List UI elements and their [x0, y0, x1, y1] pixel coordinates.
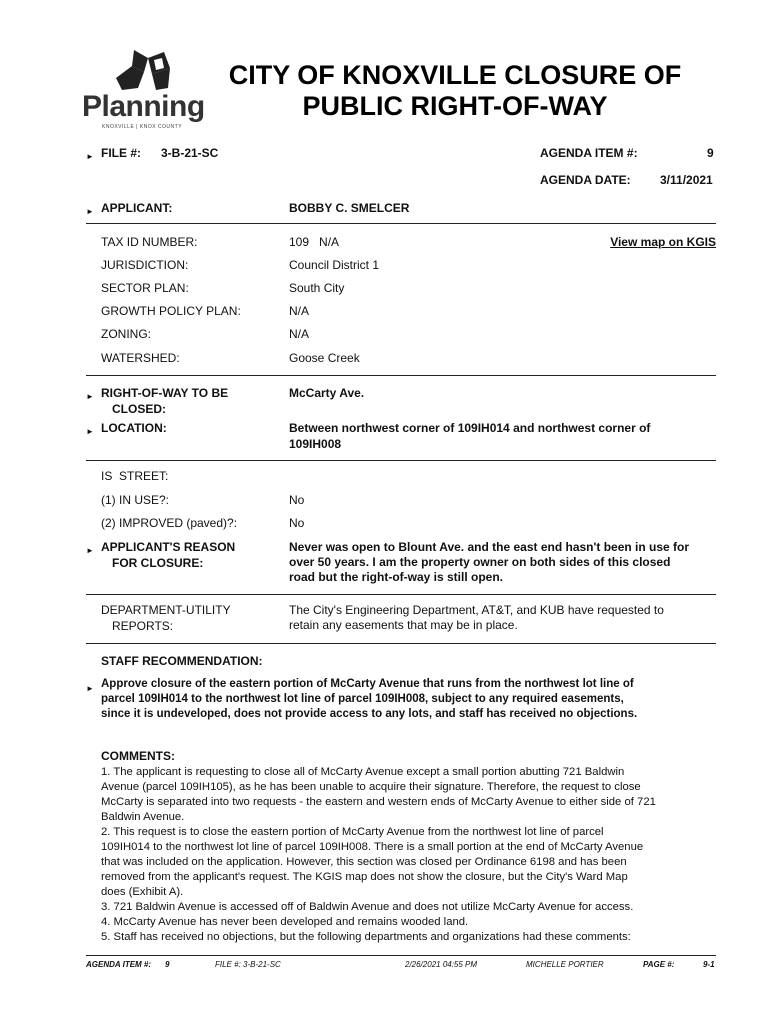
- divider: [86, 223, 716, 224]
- bullet-arrow-icon: ►: [86, 207, 94, 216]
- footer-file: FILE #: 3-B-21-SC: [215, 960, 281, 969]
- comment-line: Avenue (parcel 109IH105), as he has been unable to acquire their signature. Therefore, the request to close: [101, 781, 641, 793]
- comments-heading: COMMENTS:: [101, 749, 175, 763]
- divider: [86, 375, 716, 376]
- comment-line: removed from the applicant's request. The KGIS map does not show the closure, but the City's Ward Map: [101, 871, 628, 883]
- agenda-date-value: 3/11/2021: [660, 173, 713, 187]
- staff-heading: STAFF RECOMMENDATION:: [101, 654, 263, 668]
- sector-plan-label: SECTOR PLAN:: [101, 281, 189, 295]
- file-label: FILE #:: [101, 146, 142, 160]
- bullet-arrow-icon: ►: [86, 392, 94, 401]
- comment-line: that was included on the application. However, this section was closed per Ordinance 6198 and has been: [101, 856, 627, 868]
- comment-line: 5. Staff has received no objections, but the following departments and organizations had these comments:: [101, 931, 631, 943]
- location-label: LOCATION:: [101, 421, 167, 435]
- applicant-value: BOBBY C. SMELCER: [289, 201, 410, 215]
- title-line-2: PUBLIC RIGHT-OF-WAY: [302, 91, 608, 121]
- planning-logo: [82, 48, 205, 132]
- footer-author: MICHELLE PORTIER: [526, 960, 604, 969]
- sector-plan-value: South City: [289, 281, 345, 295]
- comment-line: McCarty is separated into two requests - the eastern and western ends of McCarty Avenue to either side of 721: [101, 796, 656, 808]
- location-line-2: 109IH008: [289, 437, 342, 451]
- watershed-label: WATERSHED:: [101, 351, 180, 365]
- location-line-1: Between northwest corner of 109IH014 and northwest corner of: [289, 421, 651, 435]
- footer-page-value: 9-1: [703, 960, 715, 969]
- footer-divider: [86, 955, 716, 956]
- comments-body: [101, 765, 716, 945]
- jurisdiction-label: JURISDICTION:: [101, 258, 189, 272]
- dept-label-line-2: REPORTS:: [112, 619, 174, 633]
- zoning-label: ZONING:: [101, 327, 151, 341]
- is-street-label: IS STREET:: [101, 469, 169, 483]
- bullet-arrow-icon: ►: [86, 152, 94, 161]
- page-title: [195, 60, 715, 122]
- row-label-line-2: CLOSED:: [112, 402, 166, 416]
- dept-line-1: The City's Engineering Department, AT&T, and KUB have requested to: [289, 603, 664, 617]
- reason-line-2: over 50 years. I am the property owner on both sides of this closed: [289, 555, 671, 569]
- improved-value: No: [289, 516, 305, 530]
- file-value: 3-B-21-SC: [161, 146, 219, 160]
- logo-word: Planning: [82, 90, 205, 123]
- comment-line: 3. 721 Baldwin Avenue is accessed off of Baldwin Avenue and does not utilize McCarty Avenue for access.: [101, 901, 634, 913]
- staff-line-3: since it is undeveloped, does not provide access to any lots, and staff has received no objections.: [101, 708, 638, 720]
- comment-line: Baldwin Avenue.: [101, 811, 185, 823]
- row-label-line-1: RIGHT-OF-WAY TO BE: [101, 386, 229, 400]
- agenda-date-label: AGENDA DATE:: [540, 173, 631, 187]
- row-value: McCarty Ave.: [289, 386, 365, 400]
- footer-page-label: PAGE #:: [643, 960, 675, 969]
- growth-policy-label: GROWTH POLICY PLAN:: [101, 304, 241, 318]
- agenda-item-value: 9: [707, 146, 714, 160]
- logo-subtitle: KNOXVILLE | KNOX COUNTY: [102, 124, 183, 130]
- improved-label: (2) IMPROVED (paved)?:: [101, 516, 238, 530]
- bullet-arrow-icon: ►: [86, 427, 94, 436]
- comment-line: 1. The applicant is requesting to close all of McCarty Avenue except a small portion abutting 721 Baldwin: [101, 766, 625, 778]
- jurisdiction-value: Council District 1: [289, 258, 380, 272]
- title-line-1: CITY OF KNOXVILLE CLOSURE OF: [228, 60, 682, 90]
- tax-id-value: 109 N/A: [289, 235, 340, 249]
- dept-label-line-1: DEPARTMENT-UTILITY: [101, 603, 231, 617]
- in-use-label: (1) IN USE?:: [101, 493, 170, 507]
- tax-id-label: TAX ID NUMBER:: [101, 235, 198, 249]
- comment-line: 2. This request is to close the eastern portion of McCarty Avenue from the northwest lot line of parcel: [101, 826, 604, 838]
- zoning-value: N/A: [289, 327, 310, 341]
- divider: [86, 594, 716, 595]
- comment-line: does (Exhibit A).: [101, 886, 184, 898]
- staff-line-2: parcel 109IH014 to the northwest lot line of parcel 109IH008, subject to any required easements,: [101, 693, 624, 705]
- footer-agenda-value: 9: [165, 960, 170, 969]
- bullet-arrow-icon: ►: [86, 684, 94, 693]
- divider: [86, 643, 716, 644]
- logo-mark-icon: [104, 48, 184, 92]
- footer-agenda-label: AGENDA ITEM #:: [86, 960, 152, 969]
- in-use-value: No: [289, 493, 305, 507]
- watershed-value: Goose Creek: [289, 351, 360, 365]
- reason-label-line-1: APPLICANT'S REASON: [101, 540, 236, 554]
- staff-line-1: Approve closure of the eastern portion of McCarty Avenue that runs from the northwest lot line of: [101, 678, 634, 690]
- reason-line-1: Never was open to Blount Ave. and the east end hasn't been in use for: [289, 540, 690, 554]
- growth-policy-value: N/A: [289, 304, 310, 318]
- comment-line: 4. McCarty Avenue has never been developed and remains wooded land.: [101, 916, 469, 928]
- reason-label-line-2: FOR CLOSURE:: [112, 556, 204, 570]
- applicant-label: APPLICANT:: [101, 201, 173, 215]
- staff-recommendation: [101, 677, 716, 722]
- footer-timestamp: 2/26/2021 04:55 PM: [405, 960, 478, 969]
- divider: [86, 460, 716, 461]
- agenda-item-label: AGENDA ITEM #:: [540, 146, 638, 160]
- reason-line-3: road but the right-of-way is still open.: [289, 570, 504, 584]
- kgis-map-link[interactable]: View map on KGIS: [610, 235, 716, 249]
- bullet-arrow-icon: ►: [86, 546, 94, 555]
- comment-line: 109IH014 to the northwest lot line of parcel 109IH008. There is a small portion at the end of McCarty Avenue: [101, 841, 644, 853]
- dept-line-2: retain any easements that may be in place.: [289, 618, 518, 632]
